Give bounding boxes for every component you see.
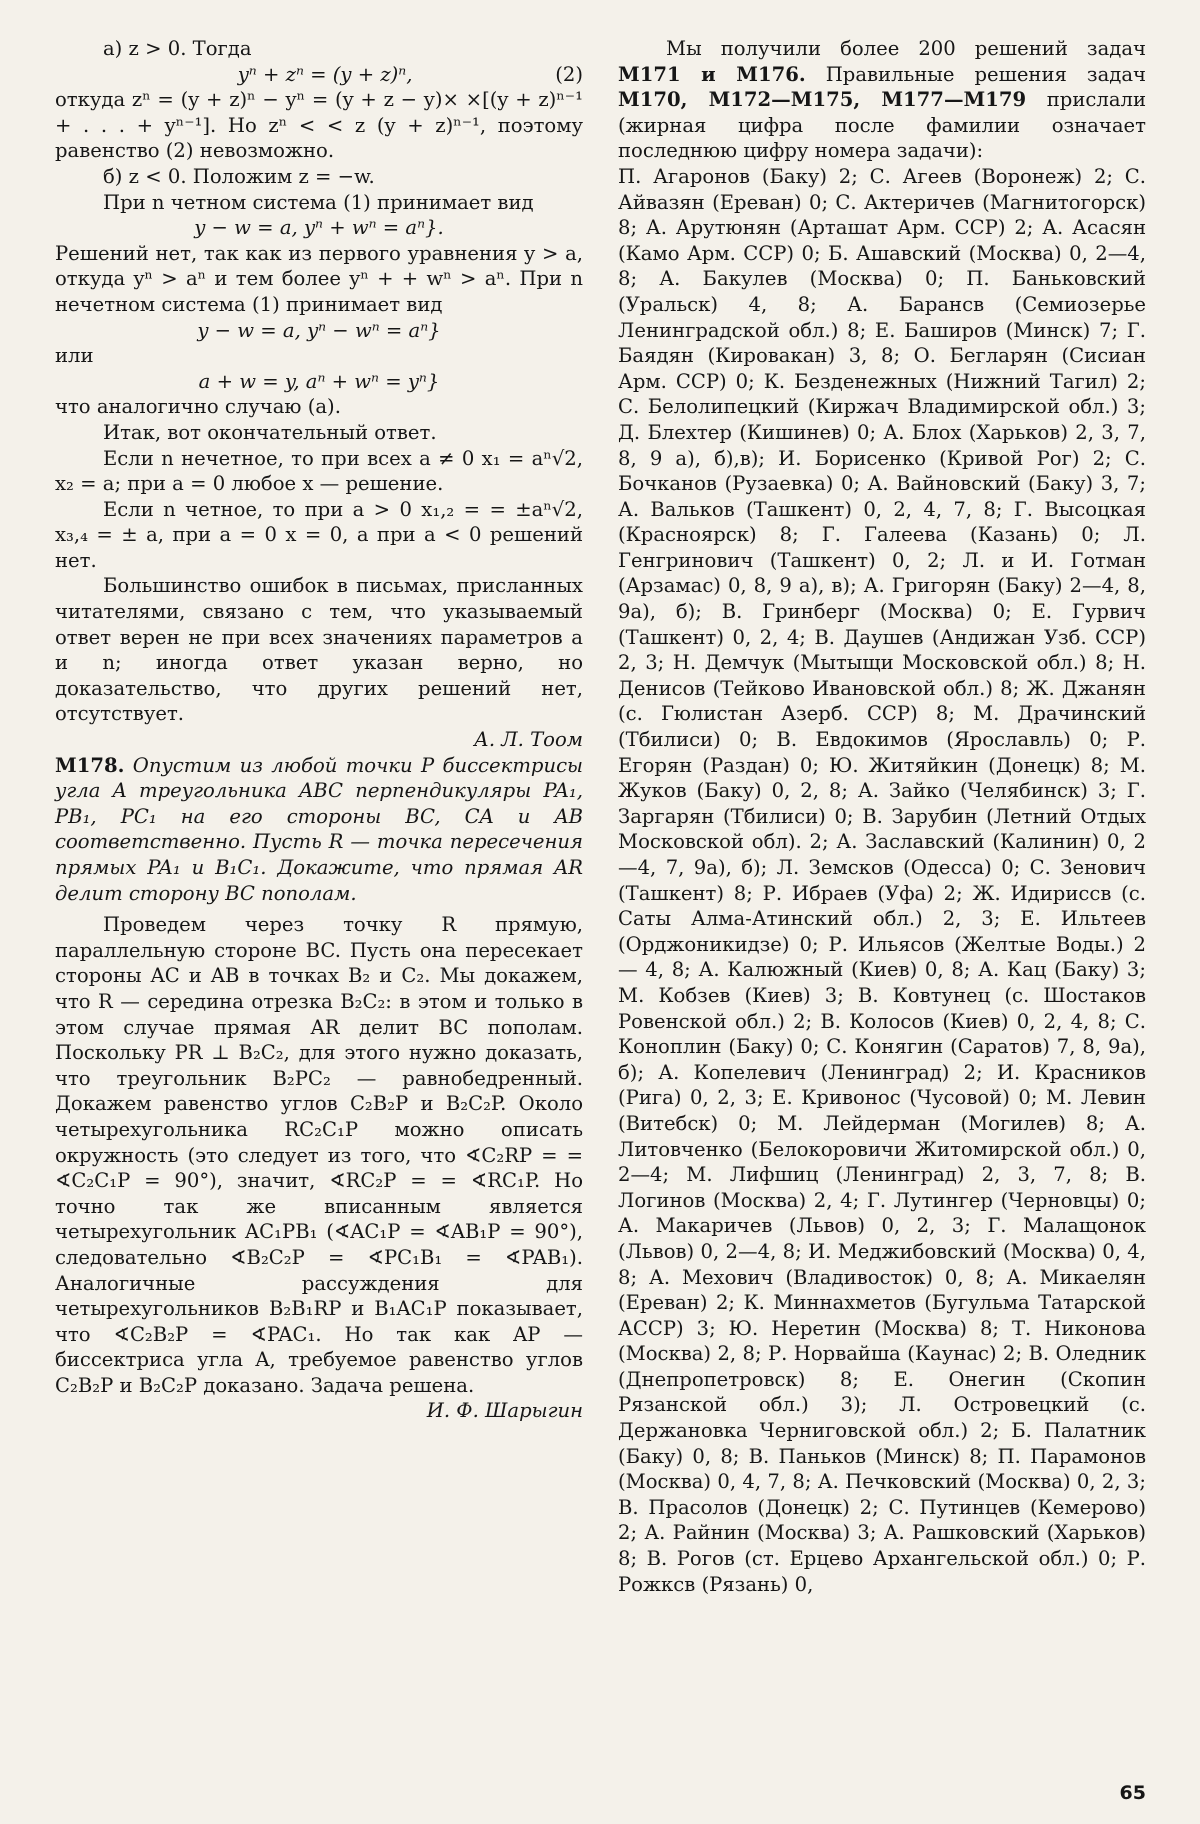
- solvers-intro-problems-2: М170, М172—М175, М177—М179: [618, 88, 1027, 112]
- analog-note: что аналогично случаю (а).: [55, 395, 341, 419]
- solvers-intro-c: Правильные решения задач: [825, 62, 1146, 86]
- even-body: Решений нет, так как из первого уравнения y > a, откуда yⁿ > aⁿ и тем более yⁿ + + wⁿ > aⁿ. При n нечетном система (1) принимает вид: [55, 241, 583, 316]
- solvers-intro-problems-1: М171 и М176.: [618, 62, 806, 86]
- or-word: или: [55, 344, 94, 368]
- equation-2: [55, 62, 583, 88]
- left-column: [55, 36, 583, 1424]
- problem-m178: [55, 753, 583, 907]
- solvers-intro-d: прислали (жирная цифра после фамилии означает последнюю цифру номера задачи):: [618, 88, 1147, 163]
- problem-m178-text: Опустим из любой точки P биссектрисы угла A треугольника ABC перпендикуляры PA₁, PB₁, PC₁ на его стороны BC, CA и AB соответственно. Пусть R — точка пересечения прямых PA₁ и B₁C₁. Докажите, что прямая AR делит сторону BC пополам.: [55, 753, 583, 905]
- errors-note: Большинство ошибок в письмах, присланных читателями, связано с тем, что указываемый ответ верен не при всех значениях параметров a и n; иногда ответ указан верно, но доказательство, что других решений нет, отсутствует.: [55, 574, 583, 726]
- final-answer-even: Если n четное, то при a > 0 x₁,₂ = = ±aⁿ√2, x₃,₄ = ± a, при a = 0 x = 0, а при a < 0 решений нет.: [55, 497, 583, 572]
- solvers-list: П. Агаронов (Баку) 2; С. Агеев (Воронеж) 2; С. Айвазян (Ереван) 0; С. Актеричев (Магнитогорск) 8; А. Арутюнян (Арташат Арм. ССР) 2; А. Асасян (Камо Арм. ССР) 0; Б. Ашавский (Москва) 0, 2—4, 8; А. Бакулев (Москва) 0; П. Баньковский (Уральск) 4, 8; А. Барансв (Семиозерье Ленинградской обл.) 8; Е. Баширов (Минск) 7; Г. Баядян (Кировакан) 3, 8; О. Бегларян (Сисиан Арм. ССР) 0; К. Безденежных (Нижний Тагил) 2; С. Белолипецкий (Киржач Владимирской обл.) 3; Д. Блехтер (Кишинев) 0; А. Блох (Харьков) 2, 3, 7, 8, 9 а), б),в); И. Борисенко (Кривой Рог) 2; С. Бочканов (Рузаевка) 0; А. Вайновский (Баку) 3, 7; А. Вальков (Ташкент) 0, 2, 4, 7, 8; Г. Высоцкая (Красноярск) 8; Г. Галеева (Казань) 0; Л. Генгринович (Ташкент) 0, 2; Л. и И. Готман (Арзамас) 0, 8, 9 а), в); А. Григорян (Баку) 2—4, 8, 9а), б); В. Гринберг (Москва) 0; Е. Гурвич (Ташкент) 0, 2, 4; В. Даушев (Андижан Узб. ССР) 2, 3; Н. Демчук (Мытыщи Московской обл.) 8; Н. Денисов (Тейково Ивановской обл.) 8; Ж. Джанян (с. Гюлистан Азерб. ССР) 8; М. Драчинский (Тбилиси) 0; В. Евдокимов (Ярославль) 0; Р. Егорян (Раздан) 0; Ю. Житяйкин (Донецк) 8; М. Жуков (Баку) 0, 2, 8; А. Зайко (Челябинск) 3; Г. Заргарян (Тбилиси) 0; В. Зарубин (Летний Отдых Московской обл). 2; А. Заславский (Калинин) 0, 2—4, 7, 9а), б); Л. Земсков (Одесса) 0; С. Зенович (Ташкент) 8; Р. Ибраев (Уфа) 2; Ж. Идириссв (с. Саты Алма-Атинский обл.) 2, 3; Е. Ильтеев (Орджоникидзе) 0; Р. Ильясов (Желтые Воды.) 2 — 4, 8; А. Калюжный (Киев) 0, 8; А. Кац (Баку) 3; М. Кобзев (Киев) 3; В. Ковтунец (с. Шостаков Ровенской обл.) 2; В. Колосов (Киев) 0, 2, 4, 8; С. Коноплин (Баку) 0; С. Конягин (Саратов) 7, 8, 9а), б); А. Копелевич (Ленинград) 2; И. Красников (Рига) 0, 2, 3; Е. Кривонос (Чусовой) 0; М. Левин (Витебск) 0; М. Лейдерман (Могилев) 8; А. Литовченко (Белокоровичи Житомирской обл.) 0, 2—4; М. Лифшиц (Ленинград) 2, 3, 7, 8; В. Логинов (Москва) 2, 4; Г. Лутингер (Черновцы) 0; А. Макаричев (Львов) 0, 2, 3; Г. Малащонок (Львов) 0, 2—4, 8; И. Меджибовский (Москва) 0, 4, 8; А. Мехович (Владивосток) 0, 8; А. Микаелян (Ереван) 2; К. Миннахметов (Бугульма Татарской АССР) 3; Ю. Неретин (Москва) 8; Т. Никонова (Москва) 2, 8; Р. Норвайша (Каунас) 2; В. Оледник (Днепропетровск) 8; Е. Онегин (Скопин Рязанской обл.) 3); Л. Островецкий (с. Держановка Черниговской обл.) 2; Б. Палатник (Баку) 0, 8; В. Паньков (Минск) 8; П. Парамонов (Москва) 0, 4, 7, 8; А. Печковский (Москва) 0, 2, 3; В. Прасолов (Донецк) 2; С. Путинцев (Кемерово) 2; А. Райнин (Москва) 3; А. Рашковский (Харьков) 8; В. Рогов (ст. Ерцево Архангельской обл.) 0; Р. Рожксв (Рязань) 0,: [618, 164, 1146, 1596]
- final-answer-odd: Если n нечетное, то при всех a ≠ 0 x₁ = aⁿ√2, x₂ = a; при a = 0 любое x — решение.: [55, 446, 583, 496]
- case-a-heading: а) z > 0. Тогда: [103, 37, 252, 60]
- author-toom: А. Л. Тоом: [473, 728, 583, 752]
- solvers-intro-a: Мы получили более 200 решений задач: [666, 37, 1146, 60]
- author-sharygin: И. Ф. Шарыгин: [426, 1399, 583, 1423]
- even-intro: При n четном система (1) принимает вид: [103, 190, 534, 214]
- system-1: y − w = a, yⁿ + wⁿ = aⁿ}.: [194, 216, 444, 240]
- problem-m178-number: М178.: [55, 753, 125, 777]
- final-answer-intro: Итак, вот окончательный ответ.: [103, 420, 437, 444]
- case-a-body: откуда zⁿ = (y + z)ⁿ − yⁿ = (y + z − y)× ×[(y + z)ⁿ⁻¹ + . . . + yⁿ⁻¹]. Но zⁿ < < z (y + z)ⁿ⁻¹, поэтому равенство (2) невозможно.: [55, 88, 583, 163]
- system-3: a + w = y, aⁿ + wⁿ = yⁿ}: [198, 369, 440, 393]
- equation-2-number: (2): [555, 62, 583, 86]
- case-b-heading: б) z < 0. Положим z = −w.: [103, 164, 375, 188]
- solvers-intro: [618, 36, 1146, 164]
- m178-solution: Проведем через точку R прямую, параллельную стороне BC. Пусть она пересекает стороны AC и AB в точках B₂ и C₂. Мы докажем, что R — середина отрезка B₂C₂: в этом и только в этом случае прямая AR делит BC пополам. Поскольку PR ⊥ B₂C₂, для этого нужно доказать, что треугольник B₂PC₂ — равнобедренный. Докажем равенство углов C₂B₂P и B₂C₂P. Около четырехугольника RC₂C₁P можно описать окружность (это следует из того, что ∢C₂RP = = ∢C₂C₁P = 90°), значит, ∢RC₂P = = ∢RC₁P. Но точно так же вписанным является четырехугольник AC₁PB₁ (∢AC₁P = ∢AB₁P = 90°), следовательно ∢B₂C₂P = ∢PC₁B₁ = ∢PAB₁). Аналогичные рассуждения для четырехугольников B₂B₁RP и B₁AC₁P показывает, что ∢C₂B₂P = ∢PAC₁. Но так как AP — биссектриса угла A, требуемое равенство углов C₂B₂P и B₂C₂P доказано. Задача решена.: [55, 913, 583, 1397]
- system-2: y − w = a, yⁿ − wⁿ = aⁿ}: [197, 318, 441, 342]
- equation-2-body: yⁿ + zⁿ = (y + z)ⁿ,: [237, 62, 413, 86]
- page-number: 65: [1119, 1782, 1146, 1804]
- right-column: [618, 36, 1146, 1597]
